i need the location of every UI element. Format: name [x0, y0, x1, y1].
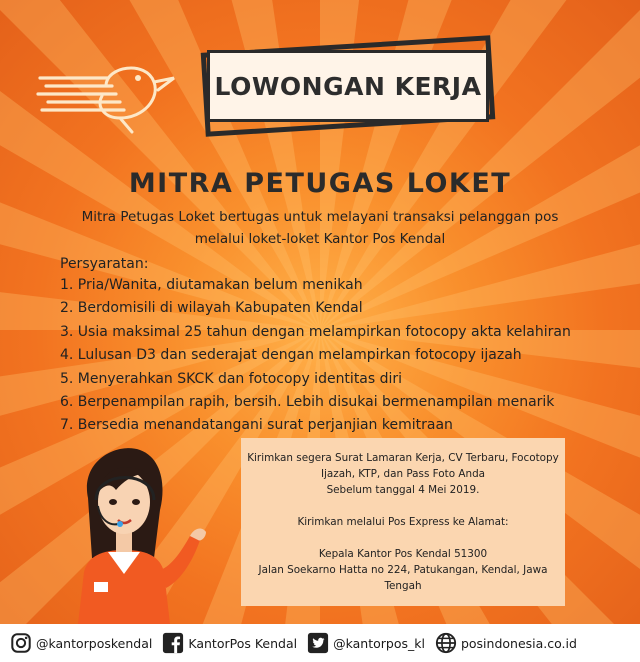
- info-text-line: Kirimkan segera Surat Lamaran Kerja, CV Terbaru, Focotopy: [247, 452, 559, 464]
- twitter-handle: @kantorpos_kl: [333, 635, 425, 651]
- facebook-icon: [162, 632, 184, 654]
- title-box: [195, 40, 500, 132]
- customer-service-agent-illustration: [58, 440, 208, 624]
- instagram-icon: [10, 632, 32, 654]
- info-text-line: Kirimkan melalui Pos Express ke Alamat:: [297, 516, 509, 528]
- page-title: LOWONGAN KERJA: [214, 71, 482, 101]
- requirement-item: 5. Menyerahkan SKCK dan fotocopy identitas diri: [60, 370, 403, 387]
- website-link[interactable]: [435, 632, 577, 654]
- info-text-line: Ijazah, KTP, dan Pass Foto Anda: [320, 468, 486, 480]
- info-text-line: Tengah: [384, 580, 422, 592]
- website-url: posindonesia.co.id: [460, 635, 577, 651]
- requirement-item: 4. Lulusan D3 dan sederajat dengan melampirkan fotocopy ijazah: [60, 347, 522, 364]
- job-description-line-2: melalui loket-loket Kantor Pos Kendal: [194, 231, 446, 247]
- job-headline: MITRA PETUGAS LOKET: [128, 168, 512, 199]
- info-text-line: Sebelum tanggal 4 Mei 2019.: [326, 484, 480, 496]
- twitter-icon: [307, 632, 329, 654]
- requirement-item: 7. Bersedia menandatangani surat perjanjian kemitraan: [60, 417, 453, 434]
- twitter-link[interactable]: [307, 632, 425, 654]
- pos-indonesia-logo: [36, 48, 186, 138]
- requirement-item: 3. Usia maksimal 25 tahun dengan melampirkan fotocopy akta kelahiran: [60, 323, 571, 340]
- requirements-list: [60, 274, 640, 438]
- requirement-item: 2. Berdomisili di wilayah Kabupaten Kendal: [60, 300, 363, 317]
- instagram-link[interactable]: [10, 632, 152, 654]
- globe-icon: [435, 632, 457, 654]
- requirements-heading: Persyaratan:: [60, 256, 149, 272]
- application-info-box: [241, 438, 565, 606]
- requirement-item: 6. Berpenampilan rapih, bersih. Lebih disukai bermenampilan menarik: [60, 393, 555, 410]
- info-text-line: Jalan Soekarno Hatta no 224, Patukangan, Kendal, Jawa: [258, 564, 548, 576]
- job-description-line-1: Mitra Petugas Loket bertugas untuk melayani transaksi pelanggan pos: [81, 209, 559, 225]
- facebook-page: KantorPos Kendal: [188, 635, 298, 651]
- facebook-link[interactable]: [162, 632, 297, 654]
- title-box-panel: [207, 50, 489, 122]
- social-footer: [0, 624, 640, 662]
- instagram-handle: @kantorposkendal: [36, 635, 153, 651]
- info-text-line: Kepala Kantor Pos Kendal 51300: [318, 548, 488, 560]
- requirement-item: 1. Pria/Wanita, diutamakan belum menikah: [60, 277, 363, 293]
